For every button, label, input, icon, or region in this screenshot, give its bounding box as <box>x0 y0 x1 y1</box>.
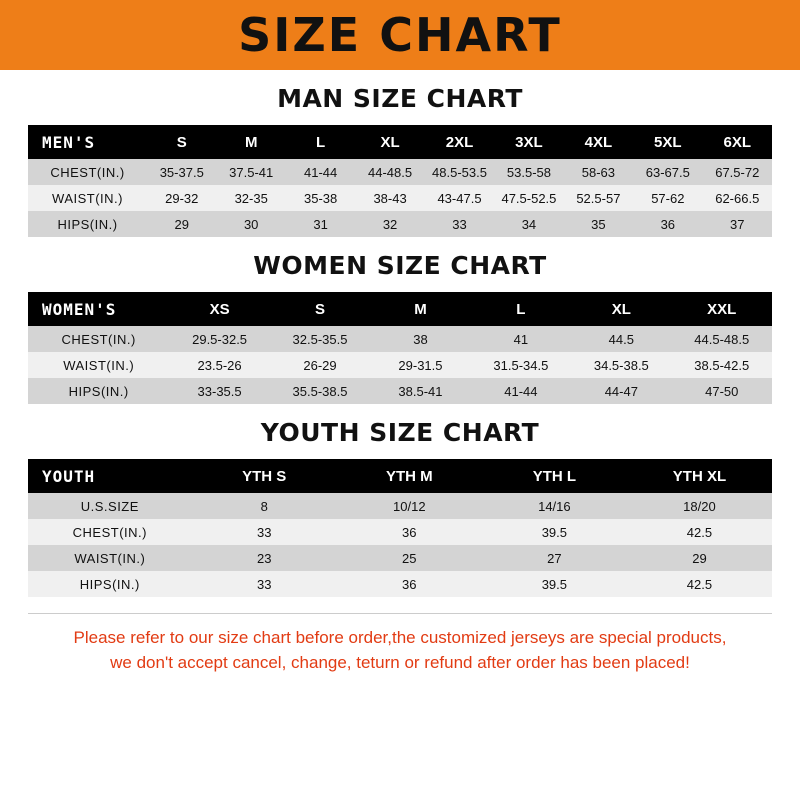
cell: 37.5-41 <box>216 159 285 185</box>
cell: 44-47 <box>571 378 671 404</box>
col-header-6xl: 6XL <box>703 125 772 159</box>
cell: 42.5 <box>627 571 772 597</box>
row-label-chest: CHEST(IN.) <box>28 519 192 545</box>
cell: 29 <box>627 545 772 571</box>
table-header-row <box>28 292 772 326</box>
cell: 34.5-38.5 <box>571 352 671 378</box>
row-label-waist: WAIST(IN.) <box>28 352 169 378</box>
footer-disclaimer <box>28 613 772 675</box>
cell: 35 <box>564 211 633 237</box>
cell: 8 <box>192 493 337 519</box>
cell: 42.5 <box>627 519 772 545</box>
cell: 29 <box>147 211 216 237</box>
cell: 47.5-52.5 <box>494 185 563 211</box>
col-header-mens: MEN'S <box>28 125 147 159</box>
cell: 29.5-32.5 <box>169 326 269 352</box>
section-women <box>28 251 772 404</box>
cell: 39.5 <box>482 519 627 545</box>
col-header-xs: XS <box>169 292 269 326</box>
page-banner <box>0 0 800 70</box>
col-header-2xl: 2XL <box>425 125 494 159</box>
cell: 25 <box>337 545 482 571</box>
table-row <box>28 326 772 352</box>
cell: 41-44 <box>471 378 571 404</box>
row-label-us-size: U.S.SIZE <box>28 493 192 519</box>
cell: 33-35.5 <box>169 378 269 404</box>
cell: 38.5-41 <box>370 378 470 404</box>
col-header-3xl: 3XL <box>494 125 563 159</box>
section-man <box>28 84 772 237</box>
cell: 32 <box>355 211 424 237</box>
cell: 23 <box>192 545 337 571</box>
cell: 23.5-26 <box>169 352 269 378</box>
cell: 58-63 <box>564 159 633 185</box>
col-header-5xl: 5XL <box>633 125 702 159</box>
cell: 31.5-34.5 <box>471 352 571 378</box>
cell: 67.5-72 <box>703 159 772 185</box>
cell: 41 <box>471 326 571 352</box>
table-row <box>28 519 772 545</box>
col-header-yth-m: YTH M <box>337 459 482 493</box>
cell: 48.5-53.5 <box>425 159 494 185</box>
cell: 36 <box>337 571 482 597</box>
table-row <box>28 545 772 571</box>
table-header-row <box>28 459 772 493</box>
table-row <box>28 352 772 378</box>
col-header-s: S <box>147 125 216 159</box>
col-header-s: S <box>270 292 370 326</box>
footer-line-2: we don't accept cancel, change, teturn or refund after order has been placed! <box>110 652 690 672</box>
row-label-waist: WAIST(IN.) <box>28 545 192 571</box>
col-header-m: M <box>370 292 470 326</box>
col-header-yth-s: YTH S <box>192 459 337 493</box>
col-header-l: L <box>286 125 355 159</box>
section-youth <box>28 418 772 597</box>
cell: 29-31.5 <box>370 352 470 378</box>
cell: 52.5-57 <box>564 185 633 211</box>
cell: 44.5-48.5 <box>672 326 772 352</box>
row-label-waist: WAIST(IN.) <box>28 185 147 211</box>
row-label-hips: HIPS(IN.) <box>28 571 192 597</box>
cell: 32-35 <box>216 185 285 211</box>
cell: 26-29 <box>270 352 370 378</box>
cell: 33 <box>192 571 337 597</box>
cell: 53.5-58 <box>494 159 563 185</box>
page-title: SIZE CHART <box>238 8 562 62</box>
cell: 38-43 <box>355 185 424 211</box>
col-header-l: L <box>471 292 571 326</box>
section-title-youth: YOUTH SIZE CHART <box>260 418 540 447</box>
cell: 29-32 <box>147 185 216 211</box>
cell: 38.5-42.5 <box>672 352 772 378</box>
col-header-xxl: XXL <box>672 292 772 326</box>
cell: 44-48.5 <box>355 159 424 185</box>
col-header-yth-xl: YTH XL <box>627 459 772 493</box>
table-row <box>28 211 772 237</box>
cell: 36 <box>337 519 482 545</box>
cell: 14/16 <box>482 493 627 519</box>
cell: 18/20 <box>627 493 772 519</box>
cell: 35-37.5 <box>147 159 216 185</box>
cell: 35-38 <box>286 185 355 211</box>
cell: 34 <box>494 211 563 237</box>
col-header-youth: YOUTH <box>28 459 192 493</box>
cell: 36 <box>633 211 702 237</box>
table-row <box>28 185 772 211</box>
table-row <box>28 493 772 519</box>
cell: 31 <box>286 211 355 237</box>
youth-size-table <box>28 459 772 597</box>
cell: 27 <box>482 545 627 571</box>
col-header-4xl: 4XL <box>564 125 633 159</box>
man-size-table <box>28 125 772 237</box>
cell: 35.5-38.5 <box>270 378 370 404</box>
cell: 33 <box>192 519 337 545</box>
content-area <box>0 84 800 675</box>
col-header-womens: WOMEN'S <box>28 292 169 326</box>
cell: 44.5 <box>571 326 671 352</box>
col-header-xl: XL <box>571 292 671 326</box>
table-row <box>28 378 772 404</box>
section-title-man: MAN SIZE CHART <box>277 84 523 113</box>
cell: 33 <box>425 211 494 237</box>
section-title-women: WOMEN SIZE CHART <box>253 251 547 280</box>
table-header-row <box>28 125 772 159</box>
cell: 57-62 <box>633 185 702 211</box>
table-row <box>28 571 772 597</box>
cell: 39.5 <box>482 571 627 597</box>
cell: 63-67.5 <box>633 159 702 185</box>
col-header-xl: XL <box>355 125 424 159</box>
cell: 47-50 <box>672 378 772 404</box>
row-label-chest: CHEST(IN.) <box>28 159 147 185</box>
col-header-m: M <box>216 125 285 159</box>
cell: 10/12 <box>337 493 482 519</box>
women-size-table <box>28 292 772 404</box>
footer-line-1: Please refer to our size chart before order,the customized jerseys are special products, <box>73 628 727 647</box>
cell: 38 <box>370 326 470 352</box>
cell: 30 <box>216 211 285 237</box>
row-label-hips: HIPS(IN.) <box>28 378 169 404</box>
row-label-hips: HIPS(IN.) <box>28 211 147 237</box>
col-header-yth-l: YTH L <box>482 459 627 493</box>
cell: 37 <box>703 211 772 237</box>
table-row <box>28 159 772 185</box>
cell: 43-47.5 <box>425 185 494 211</box>
cell: 41-44 <box>286 159 355 185</box>
cell: 62-66.5 <box>703 185 772 211</box>
row-label-chest: CHEST(IN.) <box>28 326 169 352</box>
cell: 32.5-35.5 <box>270 326 370 352</box>
